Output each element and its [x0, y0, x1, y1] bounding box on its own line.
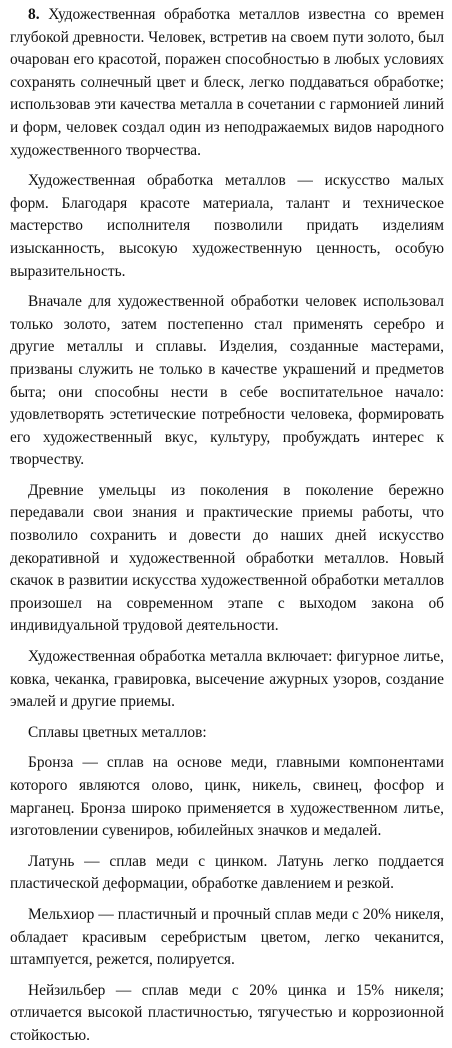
paragraph-2: Художественная обработка металлов — искусство малых форм. Благодаря красоте материала, талант и техническое мастерство исполнителя позволили придать изделиям изысканность, высокую художественную ценность, особую выразительность.: [10, 172, 444, 280]
paragraph-3: Вначале для художественной обработки человек использовал только золото, затем постепенно стал применять серебро и другие металлы и сплавы. Изделия, созданные мастерами, призваны служить не только в качестве украшений и предметов быта; они способны нести в себе воспитательное начало: удовлетворять эстетические потребности человека, формировать его художественный вкус, культуру, пробуждать интерес к творчеству.: [10, 293, 444, 469]
paragraph-1: [10, 4, 444, 162]
paragraph-9: Мельхиор — пластичный и прочный сплав меди с 20% никеля, обладает красивым серебристым цветом, легко чеканится, штампуется, режется, полируется.: [10, 905, 444, 969]
paragraph-1-text: Художественная обработка металлов известна со времен глубокой древности. Человек, встретив на своем пути золото, был очарован его красотой, поражен способностью в любых условиях сохранять солнечный цвет и блеск, легко поддаваться обработке; использовав эти качества металла в сочетании с гармонией линий и форм, человек создал один из неподражаемых видов народного художественного творчества.: [10, 6, 444, 159]
paragraph-5: Художественная обработка металла включает: фигурное литье, ковка, чеканка, гравировка, высечение ажурных узоров, создание эмалей и другие приемы.: [10, 648, 444, 711]
paragraph-4: Древние умельцы из поколения в поколение бережно передавали свои знания и практические приемы работы, что позволило сохранить и довести до наших дней искусство декоративной и художественной обработки металлов. Новый скачок в развитии искусства художественной обработки металлов произошел на современном этапе с выходом закона об индивидуальной трудовой деятельности.: [10, 481, 444, 635]
task-number: 8.: [28, 6, 40, 23]
paragraph-7: Бронза — сплав на основе меди, главными компонентами которого являются олово, цинк, никель, свинец, фосфор и марганец. Бронза широко применяется в художественном литье, изготовлении сувениров, юбилейных значков и медалей.: [10, 754, 444, 840]
paragraph-8: Латунь — сплав меди с цинком. Латунь легко поддается пластической деформации, обработке давлением и резкой.: [10, 852, 444, 893]
paragraph-10: Нейзильбер — сплав меди с 20% цинка и 15% никеля; отличается высокой пластичностью, тягучестью и коррозионной стойкостью.: [10, 981, 444, 1044]
paragraph-6: Сплавы цветных металлов:: [28, 723, 207, 741]
